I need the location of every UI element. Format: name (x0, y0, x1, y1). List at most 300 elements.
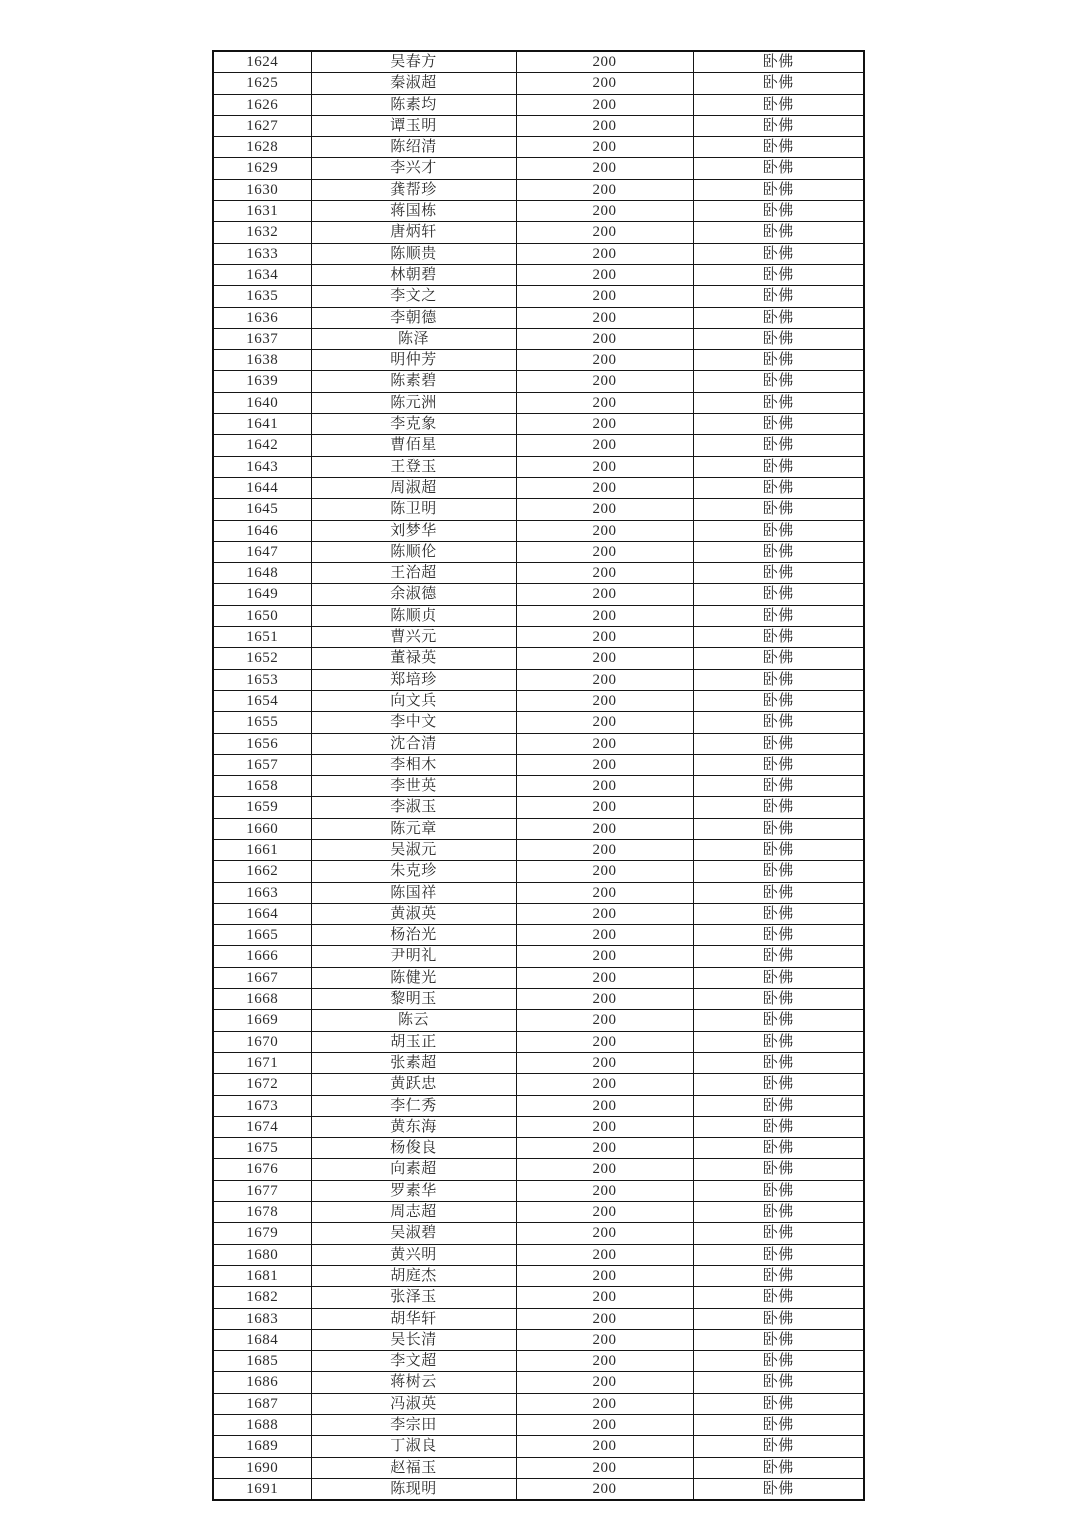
cell-name: 陈泽 (311, 328, 516, 349)
roster-table-body (213, 51, 864, 1500)
cell-amount: 200 (516, 414, 693, 435)
cell-amount: 200 (516, 1351, 693, 1372)
cell-name: 李文之 (311, 286, 516, 307)
cell-amount: 200 (516, 754, 693, 775)
table-row (213, 1202, 864, 1223)
cell-location: 卧佛 (693, 1372, 864, 1393)
cell-serial: 1662 (213, 861, 311, 882)
cell-name: 吴淑元 (311, 839, 516, 860)
cell-name: 林朝碧 (311, 264, 516, 285)
cell-location: 卧佛 (693, 1031, 864, 1052)
cell-amount: 200 (516, 839, 693, 860)
cell-amount: 200 (516, 222, 693, 243)
cell-serial: 1633 (213, 243, 311, 264)
cell-location: 卧佛 (693, 201, 864, 222)
cell-serial: 1666 (213, 946, 311, 967)
table-row (213, 669, 864, 690)
cell-serial: 1690 (213, 1457, 311, 1478)
cell-serial: 1640 (213, 392, 311, 413)
cell-name: 李克象 (311, 414, 516, 435)
cell-amount: 200 (516, 1138, 693, 1159)
cell-serial: 1653 (213, 669, 311, 690)
cell-serial: 1671 (213, 1052, 311, 1073)
table-row (213, 584, 864, 605)
cell-amount: 200 (516, 520, 693, 541)
table-row (213, 435, 864, 456)
cell-location: 卧佛 (693, 776, 864, 797)
cell-serial: 1669 (213, 1010, 311, 1031)
cell-serial: 1670 (213, 1031, 311, 1052)
table-row (213, 456, 864, 477)
table-row (213, 797, 864, 818)
cell-amount: 200 (516, 456, 693, 477)
cell-amount: 200 (516, 648, 693, 669)
cell-location: 卧佛 (693, 648, 864, 669)
cell-name: 张泽玉 (311, 1287, 516, 1308)
cell-location: 卧佛 (693, 264, 864, 285)
cell-amount: 200 (516, 1180, 693, 1201)
cell-location: 卧佛 (693, 158, 864, 179)
cell-location: 卧佛 (693, 563, 864, 584)
cell-serial: 1626 (213, 94, 311, 115)
cell-amount: 200 (516, 1287, 693, 1308)
cell-location: 卧佛 (693, 286, 864, 307)
table-row (213, 1287, 864, 1308)
cell-serial: 1651 (213, 627, 311, 648)
cell-serial: 1656 (213, 733, 311, 754)
cell-serial: 1659 (213, 797, 311, 818)
cell-location: 卧佛 (693, 669, 864, 690)
cell-amount: 200 (516, 51, 693, 73)
table-row (213, 1159, 864, 1180)
cell-name: 周淑超 (311, 477, 516, 498)
cell-location: 卧佛 (693, 882, 864, 903)
cell-serial: 1644 (213, 477, 311, 498)
cell-location: 卧佛 (693, 328, 864, 349)
cell-amount: 200 (516, 989, 693, 1010)
cell-name: 冯淑英 (311, 1393, 516, 1414)
table-row (213, 1138, 864, 1159)
table-row (213, 754, 864, 775)
cell-location: 卧佛 (693, 115, 864, 136)
table-row (213, 1074, 864, 1095)
cell-location: 卧佛 (693, 1095, 864, 1116)
cell-name: 黄跃忠 (311, 1074, 516, 1095)
table-row (213, 967, 864, 988)
cell-name: 曹佰星 (311, 435, 516, 456)
cell-location: 卧佛 (693, 1223, 864, 1244)
cell-name: 明仲芳 (311, 350, 516, 371)
table-row (213, 1393, 864, 1414)
cell-location: 卧佛 (693, 1457, 864, 1478)
cell-serial: 1655 (213, 712, 311, 733)
table-row (213, 414, 864, 435)
cell-location: 卧佛 (693, 414, 864, 435)
cell-location: 卧佛 (693, 1202, 864, 1223)
table-row (213, 179, 864, 200)
table-row (213, 989, 864, 1010)
cell-location: 卧佛 (693, 839, 864, 860)
cell-serial: 1683 (213, 1308, 311, 1329)
cell-amount: 200 (516, 797, 693, 818)
cell-serial: 1660 (213, 818, 311, 839)
cell-name: 陈健光 (311, 967, 516, 988)
cell-serial: 1688 (213, 1415, 311, 1436)
cell-location: 卧佛 (693, 1436, 864, 1457)
cell-serial: 1646 (213, 520, 311, 541)
table-row (213, 137, 864, 158)
table-row (213, 1031, 864, 1052)
table-row (213, 1010, 864, 1031)
cell-name: 李中文 (311, 712, 516, 733)
table-row (213, 563, 864, 584)
cell-amount: 200 (516, 1074, 693, 1095)
cell-amount: 200 (516, 733, 693, 754)
cell-name: 李相木 (311, 754, 516, 775)
table-row (213, 201, 864, 222)
cell-name: 向素超 (311, 1159, 516, 1180)
cell-location: 卧佛 (693, 456, 864, 477)
cell-name: 胡庭杰 (311, 1265, 516, 1286)
cell-serial: 1665 (213, 925, 311, 946)
cell-name: 黎明玉 (311, 989, 516, 1010)
cell-serial: 1668 (213, 989, 311, 1010)
cell-amount: 200 (516, 477, 693, 498)
cell-name: 谭玉明 (311, 115, 516, 136)
table-row (213, 499, 864, 520)
cell-serial: 1647 (213, 541, 311, 562)
cell-amount: 200 (516, 158, 693, 179)
cell-amount: 200 (516, 307, 693, 328)
cell-location: 卧佛 (693, 179, 864, 200)
cell-serial: 1638 (213, 350, 311, 371)
cell-location: 卧佛 (693, 861, 864, 882)
cell-amount: 200 (516, 179, 693, 200)
cell-amount: 200 (516, 1308, 693, 1329)
cell-amount: 200 (516, 499, 693, 520)
cell-name: 黄淑英 (311, 903, 516, 924)
cell-serial: 1685 (213, 1351, 311, 1372)
cell-amount: 200 (516, 1031, 693, 1052)
table-row (213, 712, 864, 733)
cell-location: 卧佛 (693, 989, 864, 1010)
cell-location: 卧佛 (693, 1116, 864, 1137)
cell-amount: 200 (516, 861, 693, 882)
cell-location: 卧佛 (693, 1393, 864, 1414)
cell-serial: 1661 (213, 839, 311, 860)
table-row (213, 1329, 864, 1350)
cell-name: 朱克珍 (311, 861, 516, 882)
cell-amount: 200 (516, 776, 693, 797)
table-row (213, 839, 864, 860)
cell-amount: 200 (516, 563, 693, 584)
cell-serial: 1676 (213, 1159, 311, 1180)
cell-name: 李宗田 (311, 1415, 516, 1436)
cell-amount: 200 (516, 1116, 693, 1137)
cell-amount: 200 (516, 1265, 693, 1286)
cell-amount: 200 (516, 350, 693, 371)
cell-location: 卧佛 (693, 541, 864, 562)
cell-amount: 200 (516, 541, 693, 562)
table-row (213, 73, 864, 94)
cell-name: 黄东海 (311, 1116, 516, 1137)
cell-location: 卧佛 (693, 435, 864, 456)
cell-name: 蒋国栋 (311, 201, 516, 222)
cell-amount: 200 (516, 1159, 693, 1180)
cell-serial: 1645 (213, 499, 311, 520)
cell-location: 卧佛 (693, 222, 864, 243)
cell-location: 卧佛 (693, 903, 864, 924)
cell-name: 胡华轩 (311, 1308, 516, 1329)
cell-serial: 1673 (213, 1095, 311, 1116)
table-row (213, 1308, 864, 1329)
cell-location: 卧佛 (693, 1287, 864, 1308)
table-row (213, 605, 864, 626)
cell-serial: 1635 (213, 286, 311, 307)
cell-amount: 200 (516, 1010, 693, 1031)
cell-location: 卧佛 (693, 1415, 864, 1436)
cell-location: 卧佛 (693, 499, 864, 520)
table-row (213, 520, 864, 541)
table-row (213, 1244, 864, 1265)
table-row (213, 222, 864, 243)
cell-name: 陈元洲 (311, 392, 516, 413)
document-page (212, 50, 865, 1501)
cell-serial: 1637 (213, 328, 311, 349)
table-row (213, 1223, 864, 1244)
cell-name: 尹明礼 (311, 946, 516, 967)
cell-serial: 1654 (213, 690, 311, 711)
table-row (213, 328, 864, 349)
table-row (213, 733, 864, 754)
cell-amount: 200 (516, 392, 693, 413)
cell-name: 王治超 (311, 563, 516, 584)
cell-name: 周志超 (311, 1202, 516, 1223)
cell-location: 卧佛 (693, 94, 864, 115)
cell-location: 卧佛 (693, 1478, 864, 1500)
cell-amount: 200 (516, 1415, 693, 1436)
table-row (213, 392, 864, 413)
cell-serial: 1657 (213, 754, 311, 775)
cell-location: 卧佛 (693, 51, 864, 73)
cell-location: 卧佛 (693, 627, 864, 648)
cell-amount: 200 (516, 627, 693, 648)
cell-amount: 200 (516, 1052, 693, 1073)
cell-serial: 1624 (213, 51, 311, 73)
cell-location: 卧佛 (693, 754, 864, 775)
cell-name: 李朝德 (311, 307, 516, 328)
cell-amount: 200 (516, 115, 693, 136)
cell-amount: 200 (516, 1457, 693, 1478)
cell-amount: 200 (516, 690, 693, 711)
cell-amount: 200 (516, 286, 693, 307)
cell-location: 卧佛 (693, 520, 864, 541)
cell-amount: 200 (516, 903, 693, 924)
table-row (213, 1052, 864, 1073)
cell-location: 卧佛 (693, 477, 864, 498)
cell-location: 卧佛 (693, 1265, 864, 1286)
table-row (213, 286, 864, 307)
cell-location: 卧佛 (693, 946, 864, 967)
cell-serial: 1678 (213, 1202, 311, 1223)
cell-amount: 200 (516, 967, 693, 988)
cell-name: 罗素华 (311, 1180, 516, 1201)
table-row (213, 371, 864, 392)
table-row (213, 307, 864, 328)
table-row (213, 1457, 864, 1478)
cell-amount: 200 (516, 1329, 693, 1350)
cell-serial: 1634 (213, 264, 311, 285)
cell-name: 赵福玉 (311, 1457, 516, 1478)
cell-serial: 1675 (213, 1138, 311, 1159)
cell-name: 张素超 (311, 1052, 516, 1073)
cell-name: 李兴才 (311, 158, 516, 179)
cell-amount: 200 (516, 946, 693, 967)
cell-location: 卧佛 (693, 1074, 864, 1095)
table-row (213, 541, 864, 562)
cell-location: 卧佛 (693, 137, 864, 158)
cell-location: 卧佛 (693, 307, 864, 328)
table-row (213, 818, 864, 839)
cell-name: 余淑德 (311, 584, 516, 605)
cell-name: 王登玉 (311, 456, 516, 477)
cell-name: 蒋树云 (311, 1372, 516, 1393)
cell-name: 陈元章 (311, 818, 516, 839)
cell-name: 郑培珍 (311, 669, 516, 690)
cell-location: 卧佛 (693, 1138, 864, 1159)
cell-amount: 200 (516, 1393, 693, 1414)
cell-location: 卧佛 (693, 605, 864, 626)
table-row (213, 1372, 864, 1393)
cell-name: 丁淑良 (311, 1436, 516, 1457)
table-row (213, 1116, 864, 1137)
cell-amount: 200 (516, 584, 693, 605)
cell-amount: 200 (516, 73, 693, 94)
cell-serial: 1641 (213, 414, 311, 435)
cell-location: 卧佛 (693, 733, 864, 754)
cell-name: 陈国祥 (311, 882, 516, 903)
cell-amount: 200 (516, 435, 693, 456)
table-row (213, 1436, 864, 1457)
cell-name: 陈云 (311, 1010, 516, 1031)
cell-serial: 1642 (213, 435, 311, 456)
cell-amount: 200 (516, 1223, 693, 1244)
cell-location: 卧佛 (693, 967, 864, 988)
cell-amount: 200 (516, 882, 693, 903)
cell-serial: 1667 (213, 967, 311, 988)
cell-name: 李仁秀 (311, 1095, 516, 1116)
cell-name: 陈顺伦 (311, 541, 516, 562)
table-row (213, 1180, 864, 1201)
cell-serial: 1632 (213, 222, 311, 243)
cell-location: 卧佛 (693, 1329, 864, 1350)
cell-name: 陈顺贵 (311, 243, 516, 264)
cell-serial: 1625 (213, 73, 311, 94)
table-row (213, 861, 864, 882)
cell-name: 李文超 (311, 1351, 516, 1372)
cell-location: 卧佛 (693, 371, 864, 392)
cell-amount: 200 (516, 1372, 693, 1393)
cell-serial: 1630 (213, 179, 311, 200)
cell-name: 秦淑超 (311, 73, 516, 94)
cell-serial: 1663 (213, 882, 311, 903)
table-row (213, 158, 864, 179)
cell-amount: 200 (516, 264, 693, 285)
table-row (213, 243, 864, 264)
cell-serial: 1681 (213, 1265, 311, 1286)
cell-name: 陈素碧 (311, 371, 516, 392)
cell-location: 卧佛 (693, 1010, 864, 1031)
cell-serial: 1649 (213, 584, 311, 605)
cell-serial: 1691 (213, 1478, 311, 1500)
cell-serial: 1628 (213, 137, 311, 158)
cell-location: 卧佛 (693, 818, 864, 839)
cell-serial: 1687 (213, 1393, 311, 1414)
cell-serial: 1672 (213, 1074, 311, 1095)
cell-location: 卧佛 (693, 1052, 864, 1073)
cell-amount: 200 (516, 137, 693, 158)
cell-serial: 1682 (213, 1287, 311, 1308)
cell-location: 卧佛 (693, 243, 864, 264)
table-row (213, 925, 864, 946)
cell-amount: 200 (516, 818, 693, 839)
table-row (213, 94, 864, 115)
cell-amount: 200 (516, 1436, 693, 1457)
cell-name: 吴长清 (311, 1329, 516, 1350)
table-row (213, 903, 864, 924)
cell-amount: 200 (516, 328, 693, 349)
table-row (213, 690, 864, 711)
table-row (213, 882, 864, 903)
cell-serial: 1627 (213, 115, 311, 136)
cell-location: 卧佛 (693, 584, 864, 605)
cell-amount: 200 (516, 94, 693, 115)
cell-location: 卧佛 (693, 797, 864, 818)
cell-serial: 1650 (213, 605, 311, 626)
cell-name: 向文兵 (311, 690, 516, 711)
cell-serial: 1664 (213, 903, 311, 924)
cell-location: 卧佛 (693, 1180, 864, 1201)
cell-name: 陈绍清 (311, 137, 516, 158)
table-row (213, 1478, 864, 1500)
table-row (213, 627, 864, 648)
cell-amount: 200 (516, 1202, 693, 1223)
table-row (213, 477, 864, 498)
cell-location: 卧佛 (693, 925, 864, 946)
cell-amount: 200 (516, 1244, 693, 1265)
cell-amount: 200 (516, 605, 693, 626)
cell-name: 吴春方 (311, 51, 516, 73)
cell-name: 沈合清 (311, 733, 516, 754)
cell-name: 唐炳轩 (311, 222, 516, 243)
cell-serial: 1686 (213, 1372, 311, 1393)
cell-serial: 1658 (213, 776, 311, 797)
table-row (213, 648, 864, 669)
cell-name: 李世英 (311, 776, 516, 797)
cell-amount: 200 (516, 201, 693, 222)
cell-name: 李淑玉 (311, 797, 516, 818)
cell-amount: 200 (516, 1478, 693, 1500)
cell-serial: 1639 (213, 371, 311, 392)
table-row (213, 51, 864, 73)
cell-serial: 1674 (213, 1116, 311, 1137)
cell-serial: 1648 (213, 563, 311, 584)
cell-name: 黄兴明 (311, 1244, 516, 1265)
cell-amount: 200 (516, 371, 693, 392)
cell-name: 陈卫明 (311, 499, 516, 520)
cell-name: 曹兴元 (311, 627, 516, 648)
cell-name: 刘梦华 (311, 520, 516, 541)
